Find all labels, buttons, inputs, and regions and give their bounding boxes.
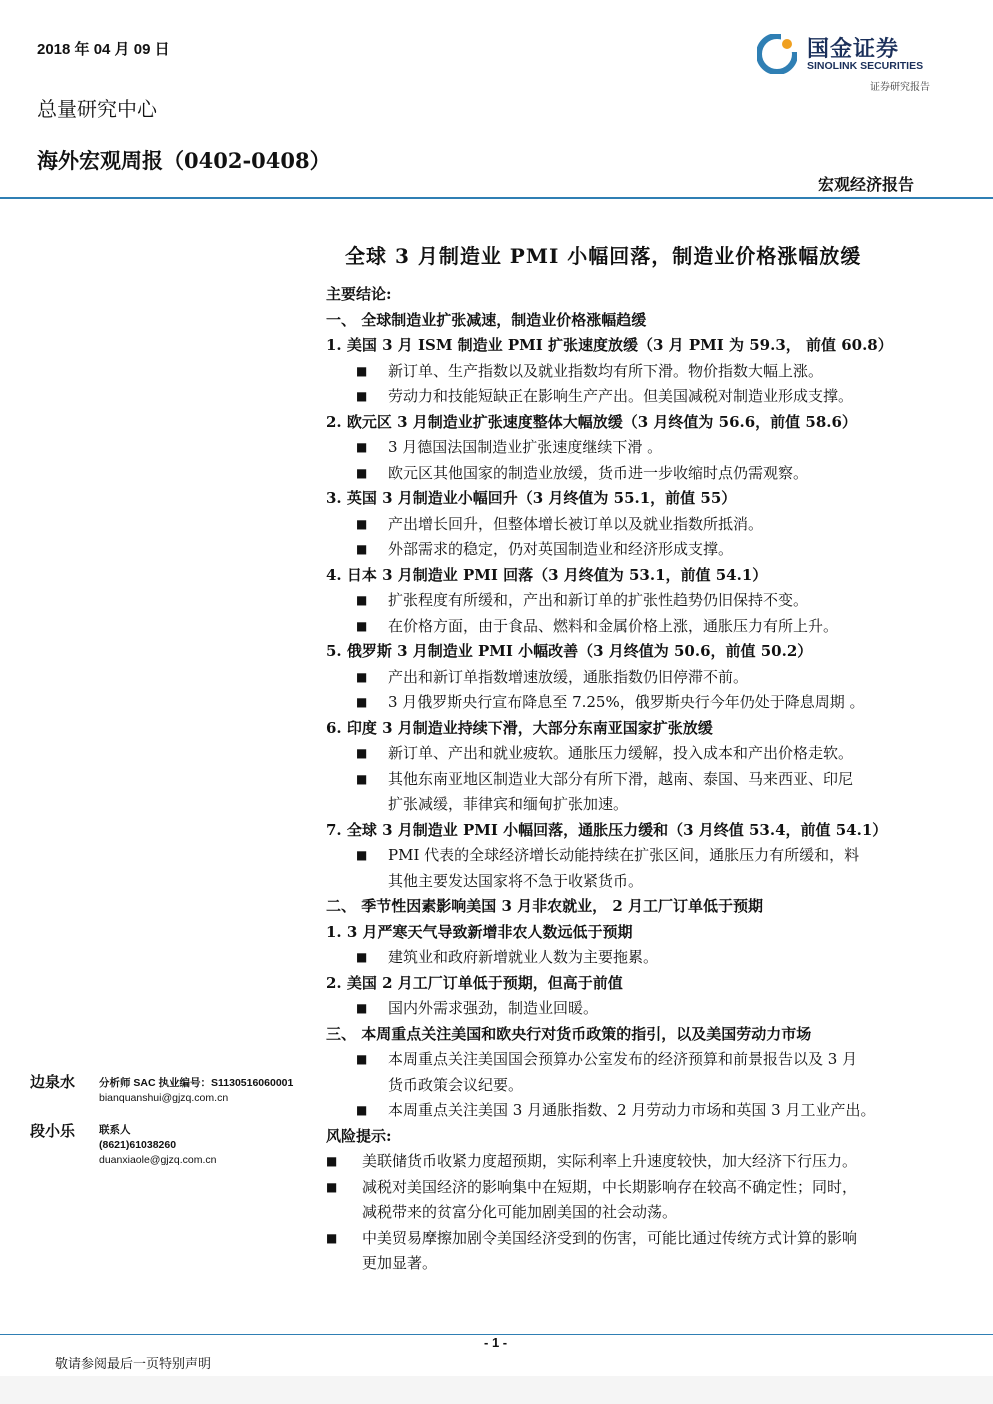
logo-chinese-name: 国金证券	[807, 37, 900, 62]
analyst-name: 边泉水	[30, 1073, 76, 1091]
bullet-continuation: 扩张减缓，菲律宾和缅甸扩张加速。	[388, 795, 629, 813]
contact-email[interactable]: duanxiaole@gjzq.com.cn	[99, 1154, 217, 1166]
sub-heading: 4. 日本 3 月制造业 PMI 回落（3 月终值为 53.1，前值 54.1）	[326, 565, 768, 584]
analyst-name: 段小乐	[30, 1122, 76, 1140]
footer-disclaimer: 敬请参阅最后一页特别声明	[55, 1357, 212, 1372]
sub-heading: 3. 英国 3 月制造业小幅回升（3 月终值为 55.1，前值 55）	[326, 489, 737, 507]
risk-item: ■ 中美贸易摩擦加剧令美国经济受到的伤害，可能比通过传统方式计算的影响	[326, 1226, 946, 1252]
logo-subtitle: 证券研究报告	[870, 82, 930, 93]
section-heading: 一、 全球制造业扩张减速，制造业价格涨幅趋缓	[326, 310, 647, 329]
risk-label: 风险提示:	[326, 1126, 392, 1145]
contact-role: 联系人	[99, 1124, 131, 1136]
bullet-continuation: 货币政策会议纪要。	[388, 1075, 524, 1094]
sub-heading: 1. 美国 3 月 ISM 制造业 PMI 扩张速度放缓（3 月 PMI 为 59.3， 前值 60.8）	[326, 336, 893, 354]
logo-english-name: SINOLINK SECURITIES	[807, 60, 924, 72]
bullet-item: ■ 新订单、生产指数以及就业指数均有所下滑。物价指数大幅上涨。	[326, 359, 946, 385]
bullet-item: ■ 其他东南亚地区制造业大部分有所下滑，越南、泰国、马来西亚、印尼	[326, 767, 946, 793]
bullet-item: ■ 外部需求的稳定，仍对英国制造业和经济形成支撑。	[326, 537, 946, 563]
risk-continuation: 减税带来的贫富分化可能加剧美国的社会动荡。	[362, 1203, 678, 1221]
bullet-item: ■ 本周重点关注美国 3 月通胀指数、2 月劳动力市场和英国 3 月工业产出。	[326, 1098, 946, 1124]
section-heading: 二、 季节性因素影响美国 3 月非农就业， 2 月工厂订单低于预期	[326, 897, 763, 915]
bullet-item: ■ 劳动力和技能短缺正在影响生产产出。但美国减税对制造业形成支撑。	[326, 384, 946, 410]
bullet-item: ■ 建筑业和政府新增就业人数为主要拖累。	[326, 945, 946, 971]
bullet-item: ■ 3 月德国法国制造业扩张速度继续下滑 。	[326, 435, 946, 461]
bullet-continuation: 其他主要发达国家将不急于收紧货币。	[388, 871, 644, 890]
department-name: 总量研究中心	[37, 97, 157, 121]
sub-heading: 5. 俄罗斯 3 月制造业 PMI 小幅改善（3 月终值为 50.6，前值 50.2）	[326, 642, 813, 660]
section-heading: 三、 本周重点关注美国和欧央行对货币政策的指引，以及美国劳动力市场	[326, 1024, 812, 1043]
risk-item: ■ 减税对美国经济的影响集中在短期，中长期影响存在较高不确定性；同时，	[326, 1175, 946, 1201]
report-date: 2018 年 04 月 09 日	[37, 41, 170, 58]
report-title: 海外宏观周报（0402-0408）	[37, 148, 331, 173]
bullet-item: ■ 新订单、产出和就业疲软。通胀压力缓解，投入成本和产出价格走软。	[326, 741, 946, 767]
sub-heading: 6. 印度 3 月制造业持续下滑，大部分东南亚国家扩张放缓	[326, 718, 713, 737]
bullet-item: ■ PMI 代表的全球经济增长动能持续在扩张区间，通胀压力有所缓和，料	[326, 843, 946, 869]
logo-mark-icon	[757, 34, 797, 74]
contact-phone: (8621)61038260	[99, 1139, 177, 1151]
risk-continuation: 更加显著。	[362, 1254, 438, 1272]
bullet-item: ■ 国内外需求强劲，制造业回暖。	[326, 996, 946, 1022]
bullet-item: ■ 在价格方面，由于食品、燃料和金属价格上涨，通胀压力有所上升。	[326, 614, 946, 640]
analyst-role: 分析师 SAC 执业编号：S1130516060001	[99, 1077, 294, 1089]
report-type: 宏观经济报告	[818, 175, 915, 194]
bullet-item: ■ 扩张程度有所缓和，产出和新订单的扩张性趋势仍旧保持不变。	[326, 588, 946, 614]
main-conclusions	[326, 282, 946, 1277]
analyst-info	[99, 1076, 293, 1106]
sub-heading: 1. 3 月严寒天气导致新增非农人数远低于预期	[326, 922, 633, 941]
page-number: - 1 -	[484, 1335, 508, 1350]
analyst-info	[99, 1123, 216, 1168]
bullet-item: ■ 产出和新订单指数增速放缓，通胀指数仍旧停滞不前。	[326, 665, 946, 691]
sub-heading: 2. 美国 2 月工厂订单低于预期，但高于前值	[326, 973, 623, 992]
bullet-item: ■ 欧元区其他国家的制造业放缓，货币进一步收缩时点仍需观察。	[326, 461, 946, 487]
sub-heading: 7. 全球 3 月制造业 PMI 小幅回落，通胀压力缓和（3 月终值 53.4，前值 54.1）	[326, 820, 888, 839]
bullet-item: ■ 产出增长回升，但整体增长被订单以及就业指数所抵消。	[326, 512, 946, 538]
risk-item: ■ 美联储货币收紧力度超预期，实际利率上升速度较快，加大经济下行压力。	[326, 1149, 946, 1175]
bullet-item: ■ 3 月俄罗斯央行宣布降息至 7.25%，俄罗斯央行今年仍处于降息周期 。	[326, 690, 946, 716]
main-conclusions-label: 主要结论:	[326, 285, 392, 303]
header-divider	[0, 197, 993, 199]
sub-heading: 2. 欧元区 3 月制造业扩张速度整体大幅放缓（3 月终值为 56.6，前值 58.6）	[326, 412, 857, 431]
page-bottom-band	[0, 1376, 993, 1404]
report-headline: 全球 3 月制造业 PMI 小幅回落，制造业价格涨幅放缓	[345, 244, 862, 268]
analyst-email[interactable]: bianquanshui@gjzq.com.cn	[99, 1092, 229, 1104]
bullet-item: ■ 本周重点关注美国国会预算办公室发布的经济预算和前景报告以及 3 月	[326, 1047, 946, 1073]
